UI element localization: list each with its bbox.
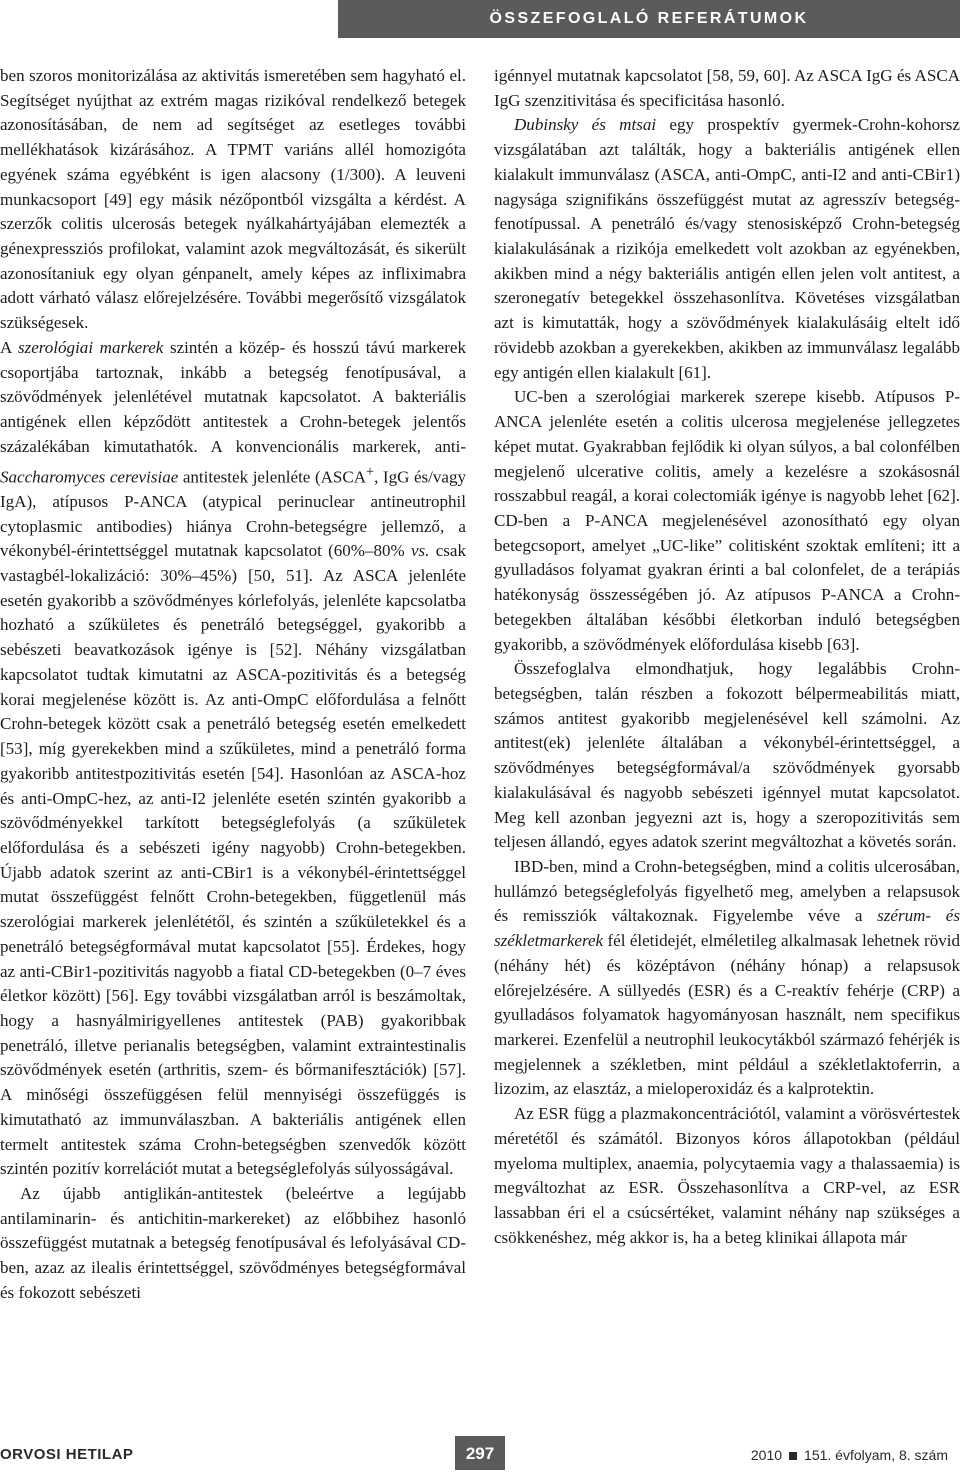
paragraph xyxy=(494,657,960,855)
paragraph-text: egy prospektív gyermek-Crohn-kohorsz vizsgálatában azt találták, hogy a bakteriális antigének ellen kialakult immunválasz (ASCA, anti-OmpC, anti-I2 and anti-CBir1) nagysága szignifikáns összefüggést mutat az agresszív betegség-fenotípussal. A penetráló és/vagy stenosisképző Crohn-betegség kialakulásának a rizikója emelkedett volt azokban az egyénekben, akikben mind a négy bakteriális antigén ellen jelen volt antitest, a szeronegatív betegekkel összehasonlítva. Követéses vizsgálatban azt is kimutatták, hogy a szövődmények kialakulásáig eltelt idő rövidebb azokban a gyerekekben, akikben az immunválasz legalább egy antigén ellen kialakult [61]. xyxy=(494,115,960,382)
paragraph-text: szintén a közép- és hosszú távú markerek csoportjába tartoznak, inkább a betegség fenotípusával, a szövődmények jelenlétével mutatnak kapcsolatot. A bakteriális antigének ellen képződött antitestek a Crohn-betegek jelentős százalékában kimutathatók. A konvencionális markerek, anti- xyxy=(0,337,466,456)
paragraph-text: A xyxy=(0,337,18,357)
paragraph xyxy=(0,336,466,1182)
paragraph-text: antitestek jelenléte (ASCA xyxy=(178,467,367,487)
paragraph-text: UC-ben a szerológiai markerek szerepe kisebb. Atípusos P-ANCA jelenléte esetén a colitis ulcerosa megjelenése jellegzetes képet mutat. Gyakrabban fejlődik ki olyan súlyos, a bal colonfélben megjelenő ulcerative colitis, amely a kezelésre a szokásosnál rosszabbul reagál, a korai colectomiák igénye is nagyobb lehet [62]. CD-ben a P-ANCA megjelenésével azonosítható egy olyan betegcsoport, amelyet „UC-like” colitisként szoktak említeni; itt a gyulladásos folyamat gyakran érinti a bal colonfelet, de a terápiás hatékonyság összességében jó. Az atípusos P-ANCA a Crohn-betegekben általában későbbi életkorban induló betegségben gyakoribb, a szövődmények előfordulása kisebb [63]. xyxy=(494,387,960,654)
italic-term: vs. xyxy=(411,541,430,561)
journal-name: ORVOSI HETILAP xyxy=(0,1446,134,1463)
page-number: 297 xyxy=(455,1436,505,1470)
year: 2010 xyxy=(750,1447,783,1463)
paragraph xyxy=(494,855,960,1102)
paragraph-text: igénnyel mutatnak kapcsolatot [58, 59, 60]. Az ASCA IgG és ASCA IgG szenzitivitása és specificitása hasonló. xyxy=(494,66,960,110)
paragraph xyxy=(494,385,960,657)
separator-square-icon xyxy=(789,1452,797,1460)
paragraph-text: ben szoros monitorizálása az aktivitás ismeretében sem hagyható el. Segítséget nyújthat az extrém magas rizikóval rendelkező betegek azonosításában, de nem ad segítséget az esetleges további mellékhatások kizárásához. A TPMT variáns allél homozigóta egyének száma egyébként is igen alacsony (1/300). A leuveni munkacsoport [49] egy másik nézőpontból vizsgálta a kérdést. A szerzők colitis ulcerosás betegek nyálkahártyájában elemezték a génexpressziós profilokat, valamint azok megváltozását, és sikerült azonosítaniuk egy olyan génpanelt, amely képes az infliximabra adott várható válasz előrejelzésére. További megerősítő vizsgálatok szükségesek. xyxy=(0,66,466,333)
paragraph xyxy=(494,113,960,385)
paragraph xyxy=(494,1102,960,1250)
paragraph-text: Az újabb antiglikán-antitestek (beleértve a legújabb antilaminarin- és antichitin-markereket) az előbbihez hasonló összefüggést mutatnak a betegség fenotípusával és lefolyásával CD-ben, azaz az ilealis érintettséggel, szövődményes betegségformával és fokozott sebészeti xyxy=(0,1184,466,1302)
paragraph xyxy=(494,64,960,113)
paragraph-text: , IgG és/vagy IgA), atípusos P-ANCA (atypical perinuclear antineutrophil cytoplasmic antibodies) hiánya Crohn-betegségre jellemző, a vékonybél-érintettséggel mutatnak kapcsolatot (60%–80% xyxy=(0,467,466,561)
issue-info xyxy=(751,1442,948,1468)
paragraph-text: csak vastagbél-lokalizáció: 30%–45%) [50, 51]. Az ASCA jelenléte esetén gyakoribb a szövődményes kórlefolyás, jelenléte kapcsolatba hozható a szűkületes és penetráló betegséggel, gyakoribb a sebészeti beavatkozások igénye is [52]. Néhány vizsgálatban kapcsolatot tudtak kimutatni az ASCA-pozitivitás és a betegség korai megjelenése között is. Az anti-OmpC előfordulása a felnőtt Crohn-betegek között csak a penetráló betegség esetén emelkedett [53], míg gyerekekben mind a szűkületes, mind a penetráló forma gyakoribb antitestpozitivitás esetén [54]. Hasonlóan az ASCA-hoz és anti-OmpC-hez, az anti-I2 jelenléte esetén szintén gyakoribb a szövődményekkel tarkított betegséglefolyás (a szűkületek előfordulása és a sebészeti igény nagyobb) Crohn-betegekben. Újabb adatok szerint az anti-CBir1 is a vékonybél-érintettséggel mutat összefüggést felnőtt Crohn-betegekben, függetlenül más szerológiai markerek jelenlététől, és szintén a szűkületekkel és a penetráló betegségformával mutat kapcsolatot [55]. Érdekes, hogy az anti-CBir1-pozitivitás nagyobb a fiatal CD-betegekben (0–7 éves életkor között) [56]. Egy további vizsgálatban arról is beszámoltak, hogy a hasnyálmirigyellenes antitestek (PAB) gyakoribbak penetráló, illetve perianalis betegségben, valamint extraintestinalis szövődmények esetén (arthritis, szem- és bőrmanifesztációk) [57]. A minőségi összefüggésen felül mennyiségi összefüggés is kimutatható az immunválaszban. A bakteriális antigének ellen termelt antitestek száma Crohn-betegségben szenvedők között szintén pozitív korrelációt mutat a betegséglefolyás súlyosságával. xyxy=(0,541,466,1179)
paragraph-text: fél életidejét, elméletileg alkalmasak lehetnek rövid (néhány hét) és középtávon (néhány hónap) a relapsusok előrejelzésére. A süllyedés (ESR) és a C-reaktív fehérje (CRP) a gyulladásos folyamatok hagyományosan használt, nem specifikus markerei. Ezenfelül a neutrophil leukocytákból származó fehérjék is megjelennek a székletben, mint például a székletlaktoferrin, a lizozim, az elasztáz, a mieloperoxidáz és a kalprotektin. xyxy=(494,931,960,1099)
italic-term: szérum- és székletmarkerek xyxy=(494,906,960,951)
paragraph-text: Az ESR függ a plazmakoncentrációtól, valamint a vörösvértestek méretétől és számától. Bizonyos kóros állapotokban (például myeloma multiplex, anaemia, polycytaemia vagy a thalassaemia) is megváltozhat az ESR. Összehasonlítva a CRP-vel, az ESR lassabban éri el a csúcsértéket, valamint néhány nap szükséges a csökkenéshez, még akkor is, ha a beteg klinikai állapota már xyxy=(494,1104,960,1247)
superscript: + xyxy=(366,463,375,480)
paragraph-text: Összefoglalva elmondhatjuk, hogy legalábbis Crohn-betegségben, talán részben a fokozott bélpermeabilitás miatt, számos antitest gyakoribb megjelenésével kell számolni. Az antitest(ek) jelenléte általában a vékonybél-érintettséggel, a szövődményes betegségformával/a szövődmények gyorsabb kialakulásával és nagyobb sebészeti igénnyel mutat kapcsolatot. Meg kell azonban jegyezni azt is, hogy a szeropozitivitás sem teljesen állandó, egyes adatok szerint megváltozhat a követés során. xyxy=(494,659,960,852)
paragraph-text: IBD-ben, mind a Crohn-betegségben, mind a colitis ulcerosában, hullámzó betegséglefolyás figyelhető meg, amelyben a relapsusok és remissziók váltakoznak. Figyelembe véve a xyxy=(494,857,960,926)
italic-term: szerológiai markerek xyxy=(17,337,164,357)
right-column xyxy=(494,64,960,1422)
italic-term: Saccharomyces cerevisiae xyxy=(0,467,179,487)
volume-issue: 151. évfolyam, 8. szám xyxy=(804,1447,948,1463)
paragraph xyxy=(0,1182,466,1306)
italic-term: Dubinsky és mtsai xyxy=(514,115,657,135)
paragraph xyxy=(0,64,466,336)
left-column xyxy=(0,64,466,1422)
section-header-title: ÖSSZEFOGLALÓ REFERÁTUMOK xyxy=(489,10,809,27)
